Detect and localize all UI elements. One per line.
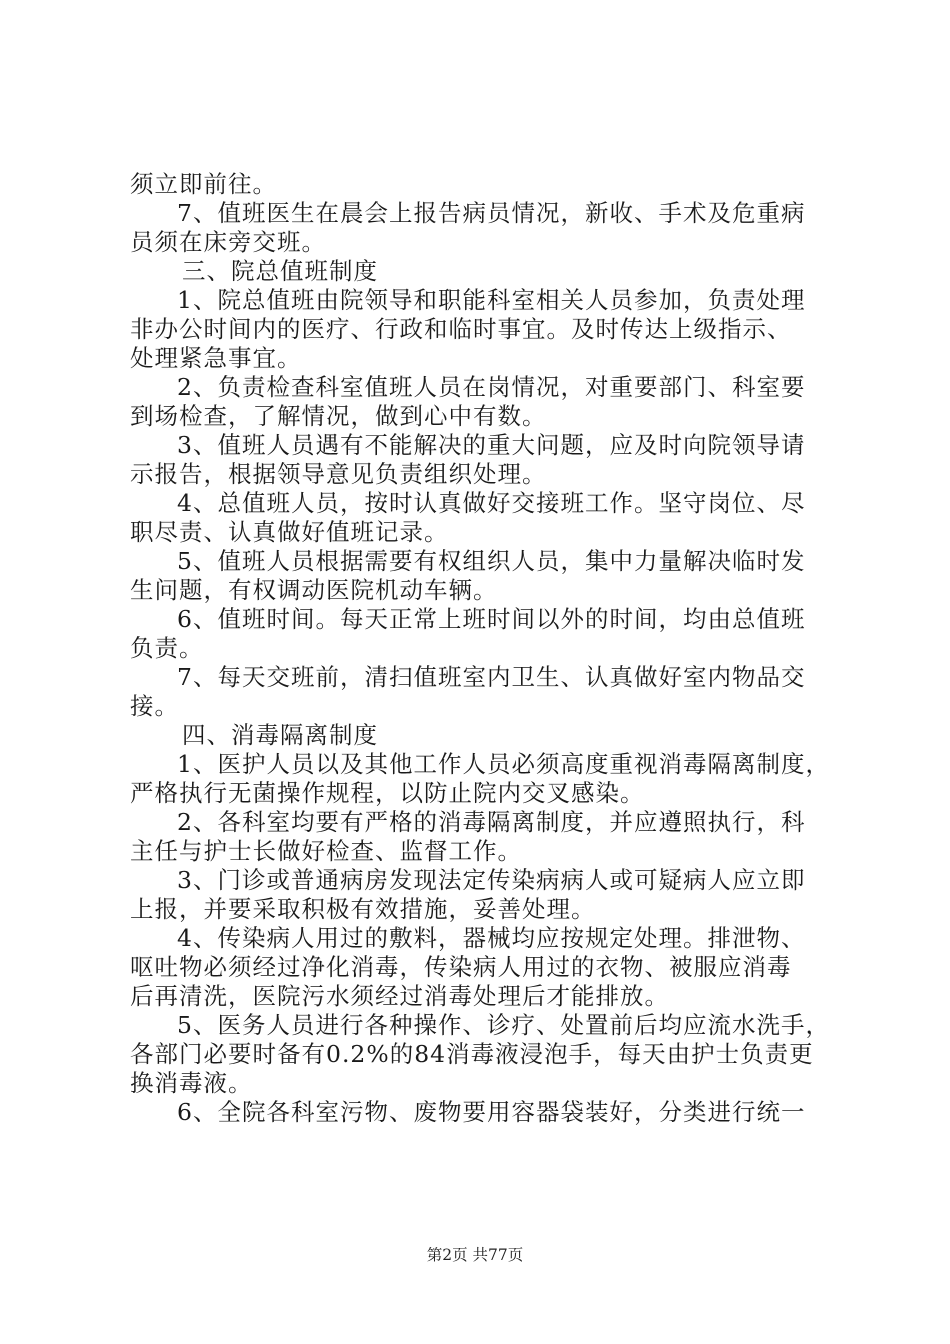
text-line: 生问题，有权调动医院机动车辆。	[130, 576, 498, 604]
page-number-footer: 第2页 共77页	[426, 1246, 524, 1264]
text-line: 2、负责检查科室值班人员在岗情况，对重要部门、科室要	[177, 373, 806, 401]
text-line: 换消毒液。	[130, 1069, 253, 1097]
text-line: 职尽责、认真做好值班记录。	[130, 518, 449, 546]
text-line: 1、医护人员以及其他工作人员必须高度重视消毒隔离制度，	[177, 750, 830, 778]
text-line: 7、每天交班前，清扫值班室内卫生、认真做好室内物品交	[177, 663, 806, 691]
text-line: 处理紧急事宜。	[130, 344, 302, 372]
text-line: 5、医务人员进行各种操作、诊疗、处置前后均应流水洗手，	[177, 1011, 830, 1039]
text-line: 接。	[130, 692, 179, 720]
document-body	[130, 170, 840, 1127]
text-line: 6、全院各科室污物、废物要用容器袋装好，分类进行统一	[177, 1098, 806, 1126]
section-heading: 三、院总值班制度	[182, 257, 378, 285]
text-line: 上报，并要采取积极有效措施，妥善处理。	[130, 895, 596, 923]
text-line: 5、值班人员根据需要有权组织人员，集中力量解决临时发	[177, 547, 806, 575]
text-line: 到场检查，了解情况，做到心中有数。	[130, 402, 547, 430]
text-line: 3、值班人员遇有不能解决的重大问题，应及时向院领导请	[177, 431, 806, 459]
text-line: 6、值班时间。每天正常上班时间以外的时间，均由总值班	[177, 605, 806, 633]
text-line: 后再清洗，医院污水须经过消毒处理后才能排放。	[130, 982, 669, 1010]
text-line: 员须在床旁交班。	[130, 228, 326, 256]
text-line: 3、门诊或普通病房发现法定传染病病人或可疑病人应立即	[177, 866, 806, 894]
text-line: 4、传染病人用过的敷料，器械均应按规定处理。排泄物、	[177, 924, 806, 952]
text-line: 2、各科室均要有严格的消毒隔离制度，并应遵照执行，科	[177, 808, 806, 836]
text-line: 非办公时间内的医疗、行政和临时事宜。及时传达上级指示、	[130, 315, 792, 343]
text-line: 各部门必要时备有0.2%的84消毒液浸泡手，每天由护士负责更	[130, 1040, 814, 1068]
text-line: 示报告，根据领导意见负责组织处理。	[130, 460, 547, 488]
text-line: 负责。	[130, 634, 204, 662]
text-line: 4、总值班人员，按时认真做好交接班工作。坚守岗位、尽	[177, 489, 806, 517]
text-line: 须立即前往。	[130, 170, 277, 198]
text-line: 主任与护士长做好检查、监督工作。	[130, 837, 522, 865]
text-line: 严格执行无菌操作规程，以防止院内交叉感染。	[130, 779, 645, 807]
text-line: 1、院总值班由院领导和职能科室相关人员参加，负责处理	[177, 286, 806, 314]
text-line: 呕吐物必须经过净化消毒，传染病人用过的衣物、被服应消毒	[130, 953, 792, 981]
section-heading: 四、消毒隔离制度	[182, 721, 378, 749]
text-line: 7、值班医生在晨会上报告病员情况，新收、手术及危重病	[177, 199, 806, 227]
